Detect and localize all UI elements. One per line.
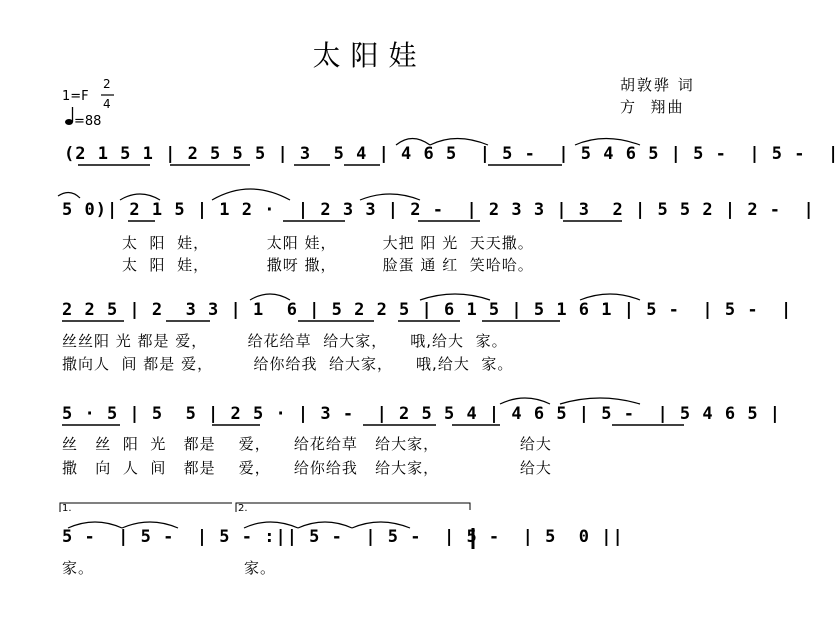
composer-credit: 方 翔曲 (620, 98, 685, 116)
lyric-row-3-verse-2: 撒向人 间 都是 爱， 给你给我 给大家， 哦,给大 家。 (62, 355, 514, 373)
lyric-row-4-verse-2: 撒 向 人 间 都是 爱， 给你给我 给大家， 给大 (62, 459, 552, 477)
quarter-note-icon (65, 107, 73, 125)
song-title: 太阳娃 (312, 39, 427, 72)
rhythm-underlines (62, 165, 684, 425)
key-signature: 1=F (62, 89, 89, 104)
notation-row-3: 2 2 5 | 2 3 3 | 1 6 | 5 2 2 5 | 6 1 5 | 5 1 6 1 | 5 - | 5 - | (62, 300, 793, 320)
tempo-marking: =88 (74, 114, 102, 129)
lyric-row-2-verse-1: 太 阳 娃， 太阳 娃， 大把 阳 光 天天撒。 (122, 234, 534, 252)
ending-2-lyric: 家。 (244, 559, 277, 577)
lyric-row-3-verse-1: 丝丝阳 光 都是 爱， 给花给草 给大家， 哦,给大 家。 (62, 332, 508, 350)
ending-brackets (60, 503, 470, 512)
notation-row-4: 5 · 5 | 5 5 | 2 5 · | 3 - | 2 5 5 4 | 4 6 5 | 5 - | 5 4 6 5 | (62, 404, 782, 424)
lyric-row-2-verse-2: 太 阳 娃， 撒呀 撒， 脸蛋 通 红 笑哈哈。 (122, 256, 534, 274)
notation-endings: 5 - | 5 - | 5 - :|| 5 - | 5 - | 5 - | 5 0 || (62, 527, 624, 547)
ending-1-lyric: 家。 (62, 559, 95, 577)
slur-arcs (58, 139, 640, 529)
notation-row-1: (2 1 5 1 | 2 5 5 5 | 3 5 4 | 4 6 5 | 5 - | 5 4 6 5 | 5 - | 5 - | (64, 144, 839, 164)
notation-row-2: 5 0)| 2 1 5 | 1 2 · | 2 3 3 | 2 - | 2 3 3 | 3 2 | 5 5 2 | 2 - | (62, 200, 815, 220)
first-ending-label: 1. (62, 503, 72, 514)
second-ending-label: 2. (238, 503, 248, 514)
time-signature-denominator: 4 (103, 97, 111, 111)
time-signature-numerator: 2 (103, 77, 111, 91)
lyricist-credit: 胡敦骅 词 (620, 76, 695, 94)
lyric-row-4-verse-1: 丝 丝 阳 光 都是 爱， 给花给草 给大家， 给大 (62, 435, 552, 453)
